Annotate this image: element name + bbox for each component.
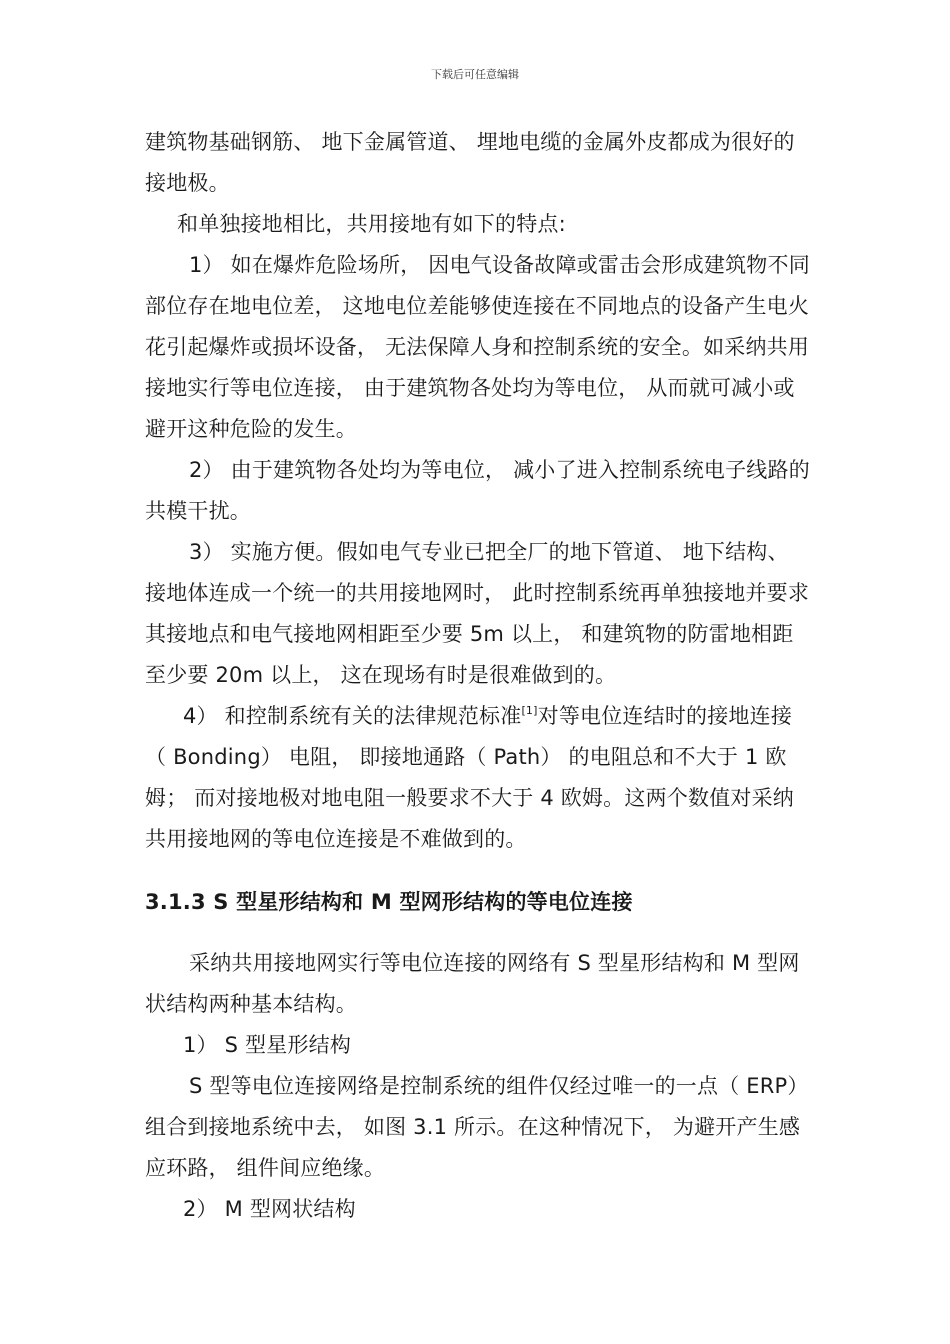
paragraph: 和单独接地相比，共用接地有如下的特点:	[177, 212, 566, 236]
list-item-4-text-a: 4） 和控制系统有关的法律规范标准	[183, 704, 522, 728]
list-item-2: 2） 由于建筑物各处均为等电位， 减小了进入控制系统电子线路的共模干扰。	[145, 458, 810, 523]
citation-ref: [1]	[521, 704, 538, 717]
list-item-1: 1） 如在爆炸危险场所， 因电气设备故障或雷击会形成建筑物不同部位存在地电位差， 这地电位差能够使连接在不同地点的设备产生电火花引起爆炸或损坏设备， 无法保障人身和控制系统的安全。如采纳共用接地实行等电位连接， 由于建筑物各处均为等电位， 从而就可减小或避开这种危险的发生。	[145, 253, 810, 441]
paragraph: 采纳共用接地网实行等电位连接的网络有 S 型星形结构和 M 型网状结构两种基本结构。	[145, 951, 800, 1016]
list-item-4	[145, 696, 810, 860]
page-header: 下载后可任意编辑	[431, 68, 519, 81]
section-heading: 3.1.3 S 型星形结构和 M 型网形结构的等电位连接	[145, 890, 633, 914]
subheading-s-type: 1） S 型星形结构	[183, 1033, 352, 1057]
paragraph: 建筑物基础钢筋、 地下金属管道、 埋地电缆的金属外皮都成为很好的接地极。	[145, 130, 795, 195]
document-body	[145, 122, 810, 1230]
subheading-m-type: 2） M 型网状结构	[183, 1197, 356, 1221]
list-item-3: 3） 实施方便。假如电气专业已把全厂的地下管道、 地下结构、 接地体连成一个统一的共用接地网时， 此时控制系统再单独接地并要求其接地点和电气接地网相距至少要 5m 以上， 和建筑物的防雷地相距至少要 20m 以上， 这在现场有时是很难做到的。	[145, 540, 810, 687]
paragraph: S 型等电位连接网络是控制系统的组件仅经过唯一的一点（ ERP） 组合到接地系统中去， 如图 3.1 所示。在这种情况下， 为避开产生感应环路， 组件间应绝缘。	[145, 1074, 809, 1180]
list-item-4-text-b: 对等电位连结时的接地连接（ Bonding） 电阻， 即接地通路（ Path） 的电阻总和不大于 1 欧姆； 而对接地极对地电阻一般要求不大于 4 欧姆。这两个数值对采纳共用接地网的等电位连接是不难做到的。	[145, 704, 794, 851]
